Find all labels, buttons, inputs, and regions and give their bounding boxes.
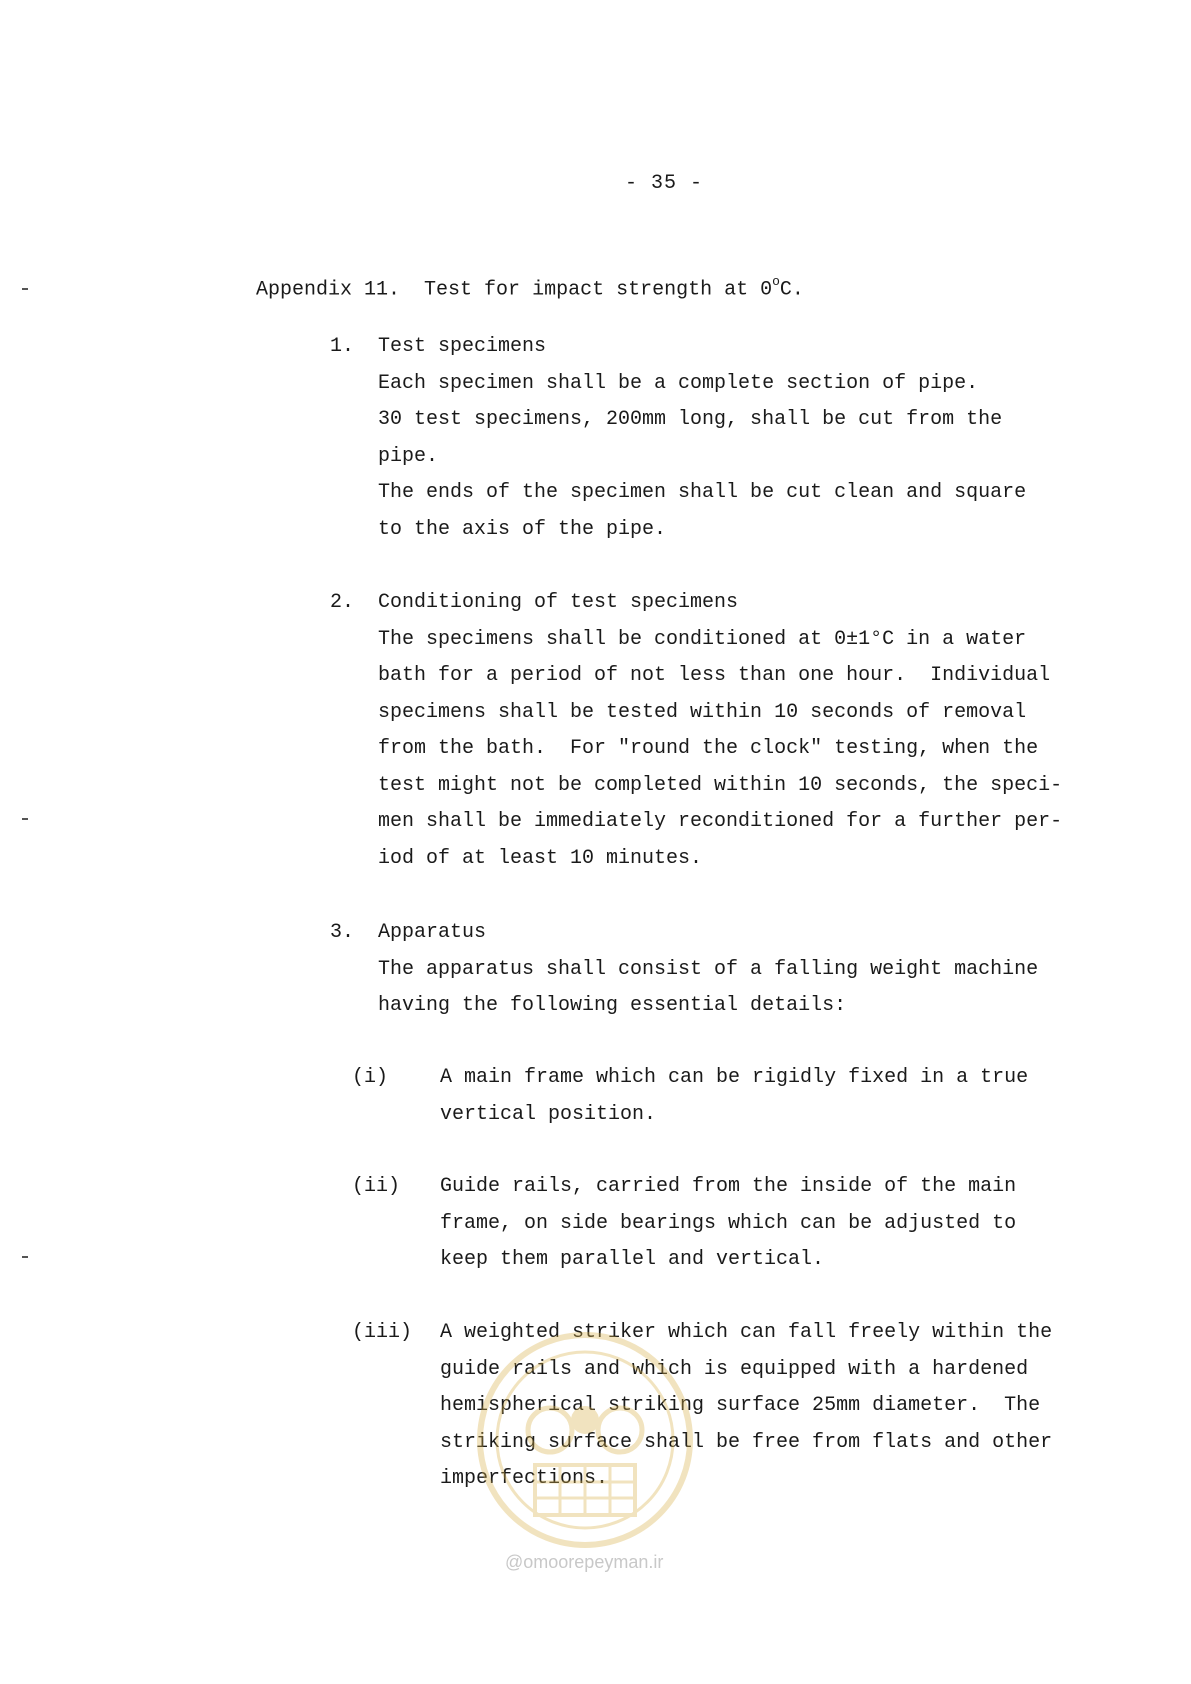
text-line: iod of at least 10 minutes. [378,846,703,870]
margin-mark-2 [22,818,28,820]
text-line: A main frame which can be rigidly fixed in a true [440,1066,1029,1089]
text-line: A weighted striker which can fall freely within the [440,1321,1053,1344]
text-line: The apparatus shall consist of a falling weight machine [378,957,1039,981]
text-line: keep them parallel and vertical. [440,1248,825,1271]
section-body [378,585,1098,877]
text-line: to the axis of the pipe. [378,517,667,541]
text-line: vertical position. [440,1102,657,1126]
item-body [440,1060,1028,1133]
section-number: 1. [330,335,355,358]
margin-mark-3 [22,1256,28,1258]
watermark-text: @omoorepeyman.ir [505,1552,664,1572]
section-heading: Apparatus [378,921,487,944]
item-mark: (i) [352,1066,389,1089]
item-mark: (ii) [352,1175,401,1198]
section-number: 2. [330,591,355,614]
text-line: men shall be immediately reconditioned for a further per- [378,810,1063,833]
text-line: bath for a period of not less than one hour. Individual [378,664,1051,687]
text-line: specimens shall be tested within 10 seconds of removal [378,700,1027,724]
page-number: - 35 - [625,172,704,195]
section-number: 3. [330,921,355,944]
text-line: 30 test specimens, 200mm long, shall be cut from the [378,408,1003,431]
appendix-heading [256,276,804,302]
text-line: hemispherical striking surface 25mm diameter. The [440,1394,1041,1417]
text-line: Each specimen shall be a complete section of pipe. [378,371,979,395]
appendix-title: Test for impact strength at 0 [424,278,773,302]
text-line: Guide rails, carried from the inside of the main [440,1175,1017,1198]
degree-symbol: o [772,274,780,289]
section-body [378,915,1098,1025]
text-line: guide rails and which is equipped with a hardened [440,1357,1029,1381]
text-line: imperfections. [440,1467,609,1490]
section-heading: Conditioning of test specimens [378,591,739,614]
margin-mark-1 [22,288,28,290]
item-body [440,1169,1016,1279]
text-line: having the following essential details: [378,994,847,1017]
section-body [378,329,1098,548]
item-mark: (iii) [352,1321,413,1344]
text-line: pipe. [378,444,439,468]
text-line: test might not be completed within 10 seconds, the speci- [378,773,1063,797]
text-line: from the bath. For "round the clock" testing, when the [378,737,1039,760]
text-line: striking surface shall be free from flats and other [440,1430,1053,1454]
text-line: frame, on side bearings which can be adjusted to [440,1211,1017,1235]
stamp-logo-icon [465,1320,705,1560]
text-line: The specimens shall be conditioned at 0±1°C in a water [378,627,1027,651]
section-heading: Test specimens [378,335,547,358]
appendix-unit: C. [779,278,804,302]
text-line: The ends of the specimen shall be cut clean and square [378,481,1027,504]
appendix-label: Appendix 11. [256,278,401,302]
